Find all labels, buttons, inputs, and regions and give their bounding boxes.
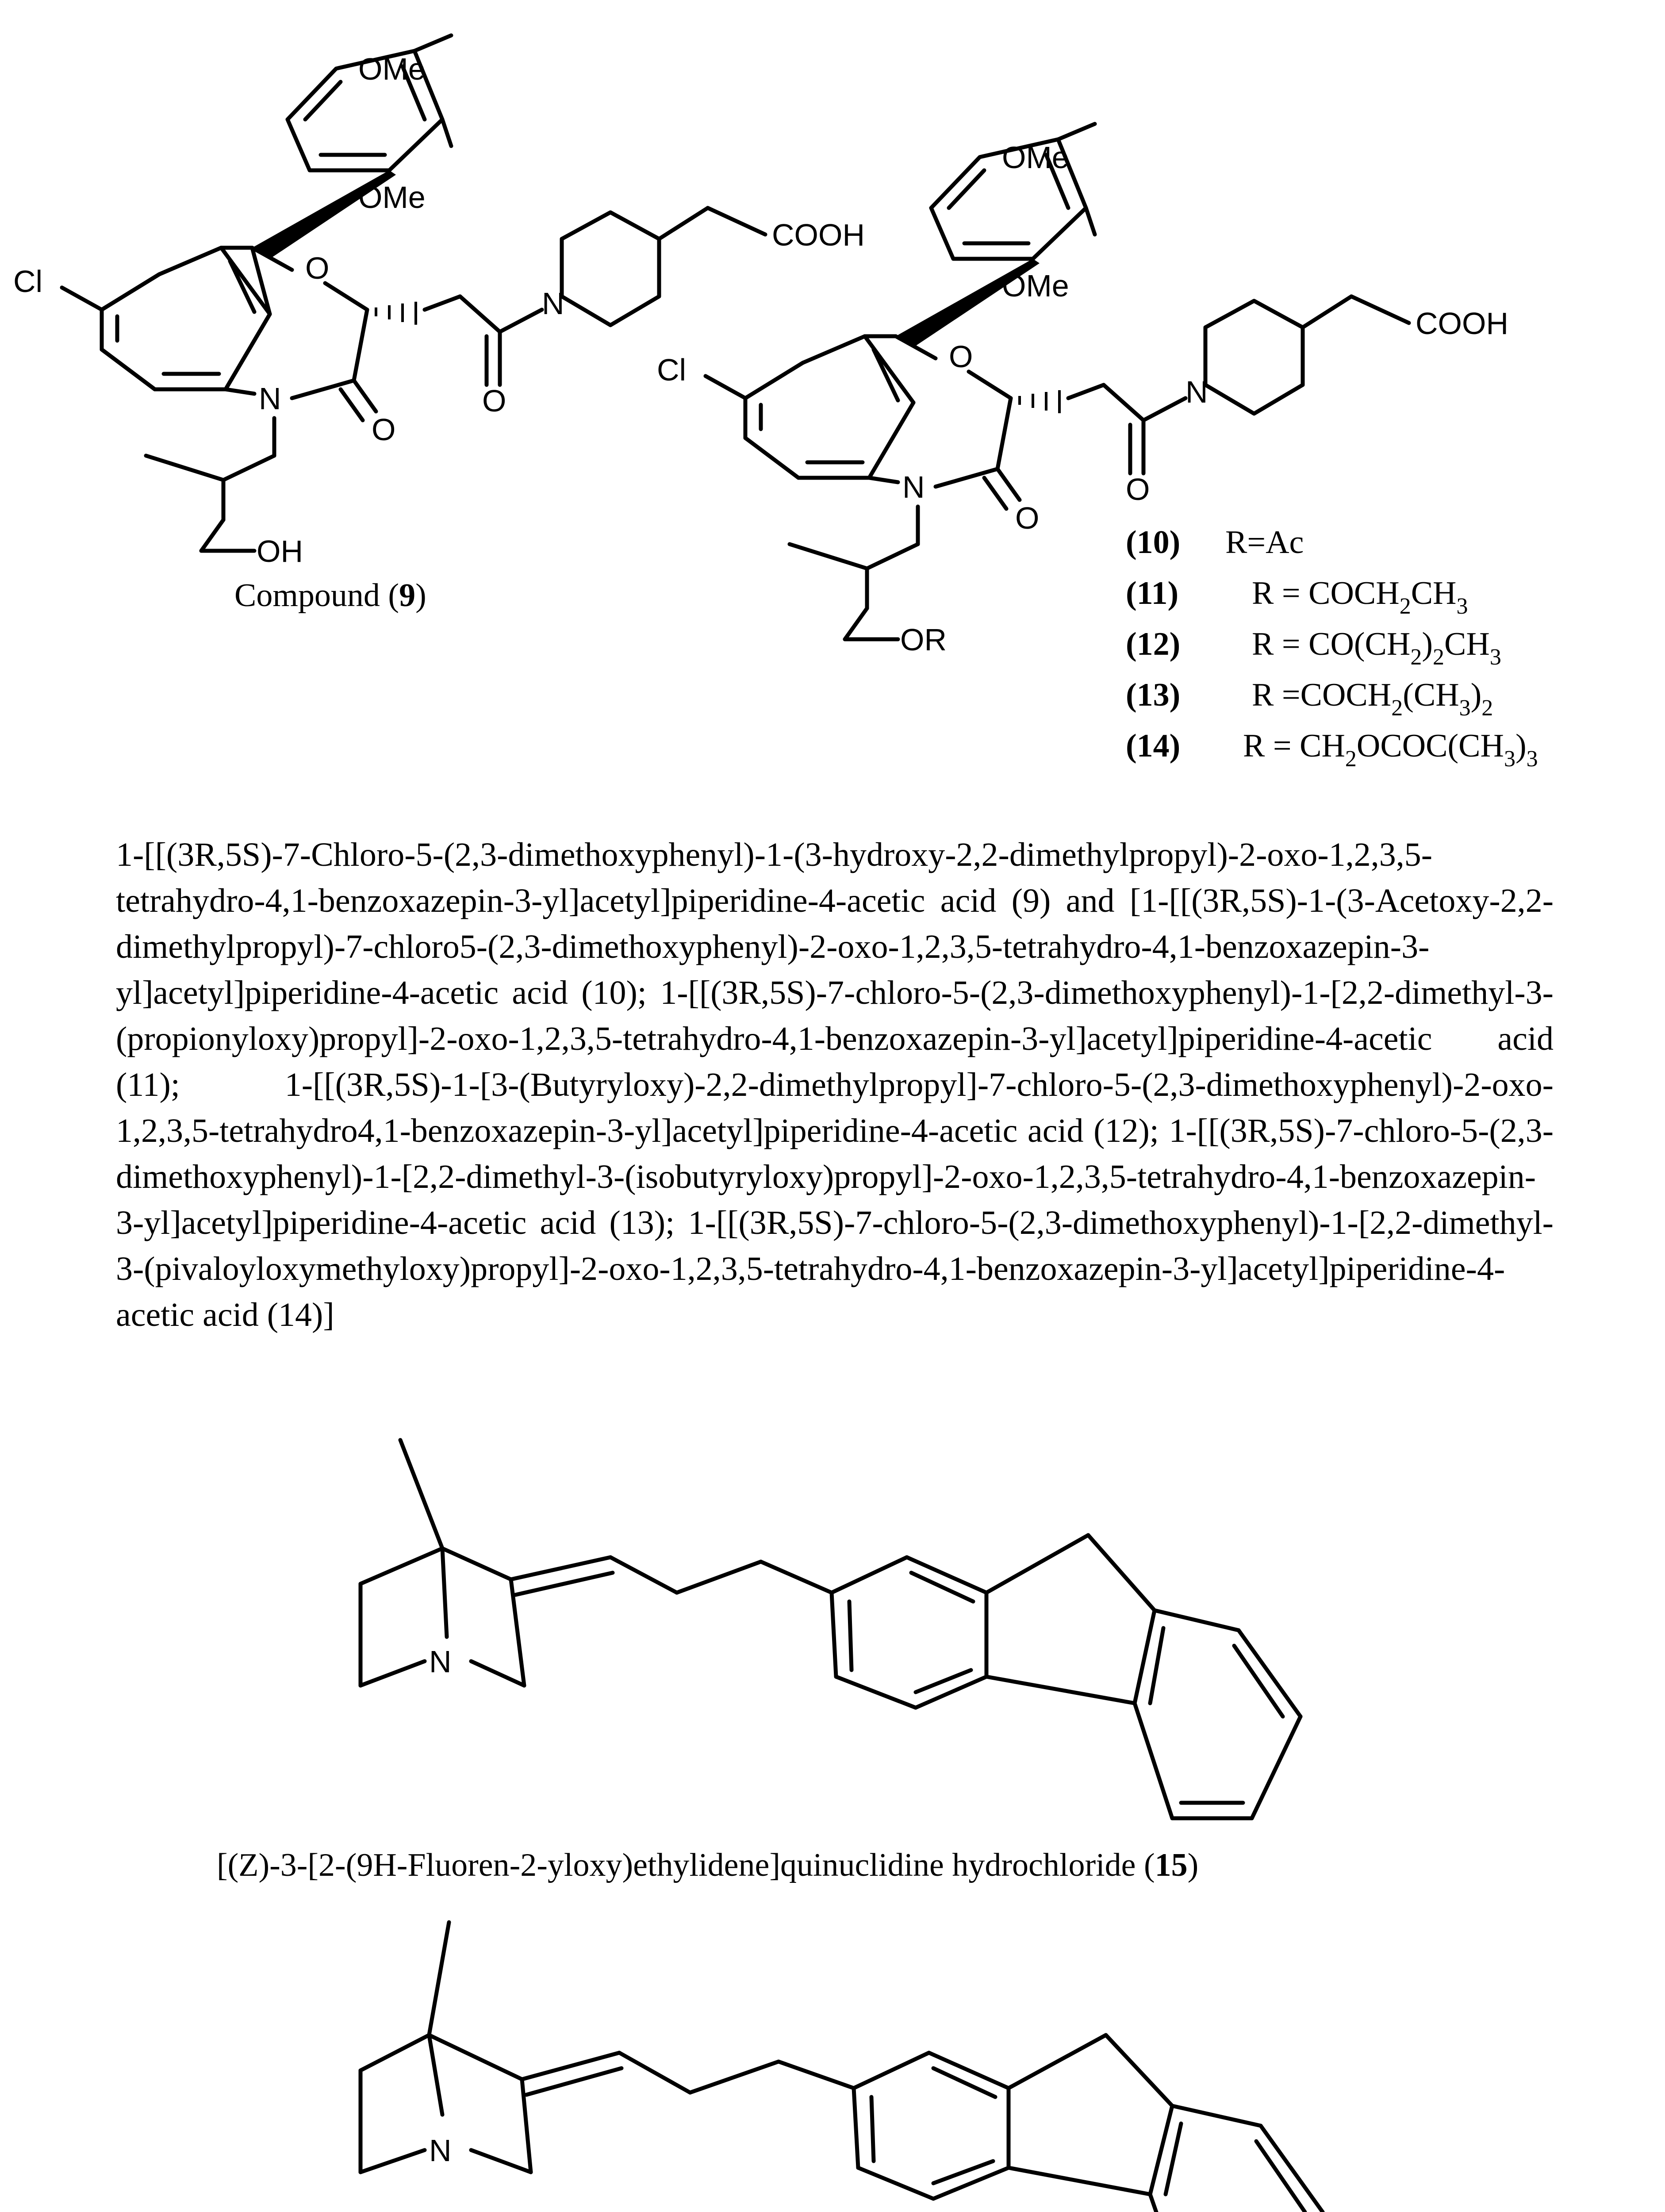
- lactam-oxygen-label-2: O: [1015, 501, 1040, 535]
- lactam-oxygen-label: O: [372, 412, 396, 447]
- r-group-table: [1126, 524, 1538, 772]
- ring-oxygen-label: O: [305, 251, 330, 285]
- chloro-label-2: Cl: [657, 353, 687, 387]
- quinuclidine-nitrogen-label: N: [429, 1644, 452, 1679]
- r-group-num-13: (13): [1126, 677, 1181, 713]
- r-group-value-12: $R = CO(CH_2)_2CH_3$: [1252, 626, 1501, 670]
- hydroxyl-label: OH: [257, 534, 303, 568]
- ome-bottom-label: OMe: [358, 180, 426, 215]
- cooh-label: COOH: [772, 218, 865, 252]
- chloro-label: Cl: [13, 264, 43, 299]
- compound-9-structure: [13, 35, 865, 614]
- r-group-num-10: (10): [1126, 524, 1181, 561]
- r-group-num-14: (14): [1126, 728, 1181, 764]
- quinuclidine-nitrogen-label-2: N: [429, 2133, 452, 2168]
- compound-description-paragraph: 1-[[(3R,5S)-7-Chloro-5-(2,3-dimethoxyphenyl)-1-(3-hydroxy-2,2-dimethylpropyl)-2-oxo-1,2,3,5-tetrahydro-4,1-benzoxazepin-3-yl]acetyl]piperidine-4-acetic acid (9) and [1-[[(3R,5S)-1-(3-Acetoxy-2,2-dimethylpropyl)-7-chloro5-(2,3-dimethoxyphenyl)-2-oxo-1,2,3,5-tetrahydro-4,1-benzoxazepin-3-yl]acetyl]piperidine-4-acetic acid (10); 1-[[(3R,5S)-7-chloro-5-(2,3-dimethoxyphenyl)-1-[2,2-dimethyl-3-(propionyloxy)propyl]-2-oxo-1,2,3,5-tetrahydro-4,1-benzoxazepin-3-yl]acetyl]piperidine-4-acetic acid (11); 1-[[(3R,5S)-1-[3-(Butyryloxy)-2,2-dimethylpropyl]-7-chloro-5-(2,3-dimethoxyphenyl)-2-oxo-1,2,3,5-tetrahydro4,1-benzoxazepin-3-yl]acetyl]piperidine-4-acetic acid (12); 1-[[(3R,5S)-7-chloro-5-(2,3-dimethoxyphenyl)-1-[2,2-dimethyl-3-(isobutyryloxy)propyl]-2-oxo-1,2,3,5-tetrahydro-4,1-benzoxazepin-3-yl]acetyl]piperidine-4-acetic acid (13); 1-[[(3R,5S)-7-chloro-5-(2,3-dimethoxyphenyl)-1-[2,2-dimethyl-3-(pivaloyloxymethyloxy)propyl]-2-oxo-1,2,3,5-tetrahydro-4,1-benzoxazepin-3-yl]acetyl]piperidine-4-acetic acid (14)]: [116, 836, 1554, 1333]
- r-group-value-13: $R =COCH_2(CH_3)_2$: [1252, 677, 1493, 721]
- ome-top-label: OMe: [358, 52, 426, 86]
- ring-nitrogen-label-2: N: [902, 470, 925, 504]
- r-group-num-11: (11): [1126, 575, 1179, 611]
- ome-bottom-label-2: OMe: [1002, 269, 1069, 303]
- piperidine-nitrogen-label: N: [542, 286, 564, 321]
- amide-oxygen-label: O: [482, 384, 506, 418]
- r-group-value-10: R=Ac: [1225, 524, 1304, 561]
- piperidine-nitrogen-label-2: N: [1185, 375, 1208, 409]
- r-group-value-11: $R = COCH_2CH_3$: [1252, 575, 1468, 619]
- amide-oxygen-label-2: O: [1126, 472, 1150, 507]
- ome-top-label-2: OMe: [1002, 140, 1069, 175]
- ring-oxygen-label-2: O: [949, 339, 973, 374]
- ring-nitrogen-label: N: [259, 381, 281, 416]
- or-label: OR: [900, 622, 947, 657]
- r-group-value-14: $R = CH_2OCOC(CH_3)_3$: [1243, 728, 1538, 772]
- r-group-num-12: (12): [1126, 626, 1181, 662]
- compound-15-caption: [(Z)-3-[2-(9H-Fluoren-2-yloxy)ethylidene]quinuclidine hydrochloride (15): [217, 1847, 1199, 1883]
- compound-9-caption: Compound (9): [234, 577, 426, 614]
- compound-16-structure: [361, 1922, 1323, 2212]
- compound-15-structure: [217, 1440, 1301, 1883]
- cooh-label-2: COOH: [1416, 306, 1508, 341]
